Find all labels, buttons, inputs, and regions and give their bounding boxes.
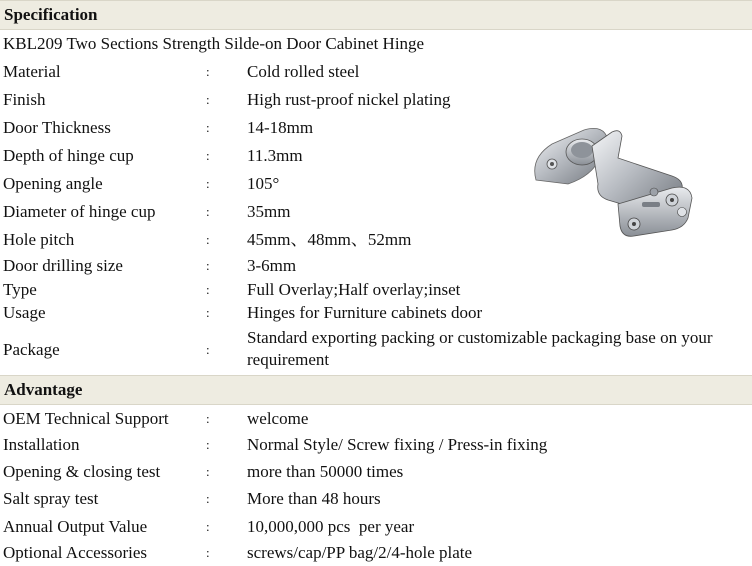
- adv-label: Salt spray test: [3, 489, 99, 508]
- spec-value: Cold rolled steel: [247, 62, 360, 81]
- spec-label: Package: [3, 339, 60, 359]
- separator: :: [206, 176, 210, 191]
- separator: :: [206, 64, 210, 79]
- spec-label: Door drilling size: [3, 256, 123, 275]
- spec-value: High rust-proof nickel plating: [247, 90, 451, 109]
- adv-value: More than 48 hours: [247, 489, 381, 508]
- spec-label: Usage: [3, 303, 46, 322]
- product-title: KBL209 Two Sections Strength Silde-on Door Cabinet Hinge: [3, 34, 425, 53]
- spec-row-package: [0, 324, 752, 375]
- spec-row-drilling-size: [0, 254, 752, 278]
- spec-value: Hinges for Furniture cabinets door: [247, 303, 483, 322]
- separator: :: [206, 491, 210, 506]
- adv-row-salt-spray: [0, 485, 752, 513]
- adv-row-oem: [0, 405, 752, 432]
- adv-row-installation: [0, 432, 752, 458]
- adv-value: welcome: [247, 409, 309, 428]
- spec-value: 105°: [247, 174, 280, 193]
- adv-row-cycle-test: [0, 458, 752, 485]
- spec-value: 35mm: [247, 202, 291, 221]
- separator: :: [206, 305, 210, 320]
- adv-label: Installation: [3, 435, 80, 454]
- adv-label: Optional Accessories: [3, 543, 147, 562]
- separator: :: [206, 545, 210, 560]
- specification-header: Specification: [0, 0, 752, 30]
- spec-label: Diameter of hinge cup: [3, 202, 156, 221]
- separator: :: [206, 519, 210, 534]
- spec-label: Depth of hinge cup: [3, 146, 134, 165]
- separator: :: [206, 258, 210, 273]
- spec-row-type: [0, 278, 752, 301]
- spec-label: Type: [3, 280, 37, 299]
- spec-value: Standard exporting packing or customizable packaging base on your requirement: [247, 328, 713, 369]
- spec-label: Material: [3, 62, 61, 81]
- separator: :: [206, 282, 210, 297]
- separator: :: [206, 411, 210, 426]
- separator: :: [206, 232, 210, 247]
- spec-value: 14-18mm: [247, 118, 314, 137]
- adv-value: 10,000,000 pcs per year: [247, 517, 415, 536]
- spec-value: 45mm、48mm、52mm: [247, 230, 412, 249]
- separator: :: [206, 204, 210, 219]
- spec-row-usage: [0, 301, 752, 324]
- separator: :: [206, 464, 210, 479]
- spec-row-finish: [0, 86, 752, 114]
- spec-label: Hole pitch: [3, 230, 75, 249]
- spec-value: 3-6mm: [247, 256, 297, 275]
- adv-row-output: [0, 513, 752, 540]
- advantage-header: Advantage: [0, 375, 752, 405]
- adv-row-accessories: [0, 540, 752, 566]
- adv-label: OEM Technical Support: [3, 409, 169, 428]
- spec-label: Finish: [3, 90, 46, 109]
- separator: :: [206, 148, 210, 163]
- spec-row-material: [0, 58, 752, 86]
- spec-label: Opening angle: [3, 174, 103, 193]
- adv-value: screws/cap/PP bag/2/4-hole plate: [247, 543, 473, 562]
- adv-label: Opening & closing test: [3, 462, 161, 481]
- separator: :: [206, 120, 210, 135]
- spec-value: 11.3mm: [247, 146, 303, 165]
- adv-value: Normal Style/ Screw fixing / Press-in fixing: [247, 435, 548, 454]
- adv-label: Annual Output Value: [3, 517, 148, 536]
- adv-value: more than 50000 times: [247, 462, 404, 481]
- separator: :: [206, 92, 210, 107]
- spec-label: Door Thickness: [3, 118, 111, 137]
- spec-value: Full Overlay;Half overlay;inset: [247, 280, 461, 299]
- separator: :: [206, 341, 210, 357]
- hinge-product-image: [522, 118, 700, 244]
- separator: :: [206, 437, 210, 452]
